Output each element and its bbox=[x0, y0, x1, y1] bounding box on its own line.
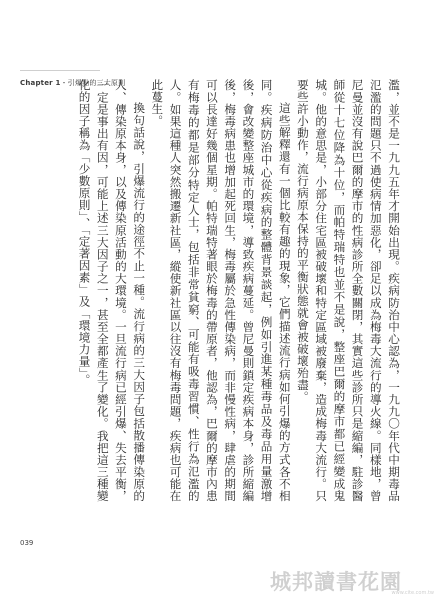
body-paragraph-3: 換句話說，引爆流行的途徑不止一種。流行病的三大因子包括散播傳染原的人、傳染原本身，以及傳染原活動的大環境。一旦流行病已經引爆、失去平衡，一定是事出有因，可能上述三大因子之一，甚至全都產生了變化。我把這三種變化的因子稱為「少數原則」、「定著因素」及「環境力量」。 bbox=[77, 79, 147, 502]
header-separator: ・ bbox=[60, 79, 68, 87]
body-paragraph-1: 濫，並不是一九九五年才開始出現。疾病防治中心認為，一九九〇年代中期毒品氾濫的問題只不過使病情加惡化，卻足以成為梅毒大流行的導火線。同樣地，曾尼曼並沒有說巴爾的摩市的性病診所全數關閉，其實這些診所只是縮編，駐診醫師從十七位降為十位，而帕特瑞特也並不是說，整座巴爾的摩市都已經變成鬼城。他的意思是，小部分住宅區被破壞和特定區域被廢棄，造成梅毒大流行。只要些許小動作，流行病原本保持的平衡狀態就會被破壞殆盡。 bbox=[295, 79, 401, 502]
chapter-label: Chapter 1 bbox=[20, 79, 61, 87]
body-text bbox=[68, 79, 403, 502]
header-rule bbox=[20, 70, 100, 71]
body-paragraph-2: 這些解釋還有一個比較有趣的現象，它們描述流行病如何引爆的方式各不相同。疾病防治中心從疾病的整體背景談起，例如引進某種毒品及毒品用量激增後，會改變整座城市的環境，導致疾病蔓延。曾尼曼則鎖定疾病本身，診所縮編後，梅毒病患也增加起死回生，梅毒屬於急性傳染病，而非慢性病，肆虐的期間可以長達好幾個星期。帕特瑞特著眼於梅毒的帶原者，他認為，巴爾的摩市內患有梅毒的都是部分特定人士，包括非常貧窮、可能有吸毒習慣、性行為氾濫的人。如果這種人突然搬遷新社區，縱使新社區以往沒有梅毒問題，疾病也可能在此蔓生。 bbox=[150, 79, 292, 502]
watermark bbox=[270, 566, 438, 596]
chapter-title: 引爆點的三大原則 bbox=[67, 79, 126, 87]
page-number: 039 bbox=[20, 539, 34, 547]
watermark-url: www.cite.com.tw bbox=[391, 590, 434, 596]
watermark-text: 城邦讀書花園 bbox=[270, 570, 402, 594]
